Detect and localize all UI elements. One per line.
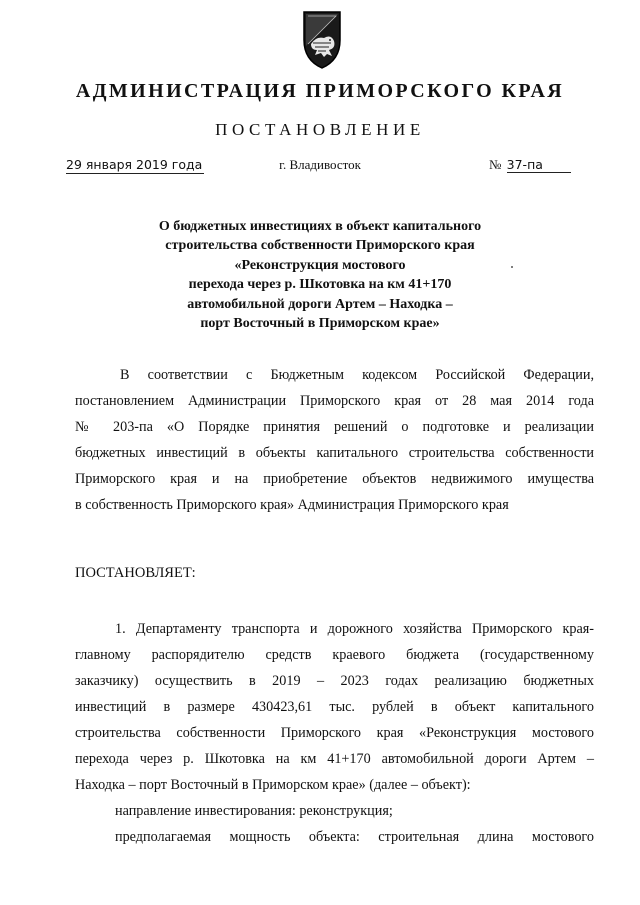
number-label: № bbox=[489, 157, 502, 172]
item-1-line: главному распорядителю средств краевого бюджета (государственному bbox=[75, 647, 594, 663]
title-line: О бюджетных инвестициях в объект капитального bbox=[158, 219, 482, 234]
item-1-line: Находка – порт Восточный в Приморском крае» (далее – объект): bbox=[75, 777, 471, 793]
document-city: г. Владивосток bbox=[279, 157, 361, 172]
document-number bbox=[489, 157, 571, 173]
preamble-line: бюджетных инвестиций в объекты капитального строительства собственности bbox=[75, 445, 594, 461]
resolves-heading: ПОСТАНОВЛЯЕТ: bbox=[75, 565, 196, 581]
investment-direction bbox=[75, 798, 594, 824]
title-line: порт Восточный в Приморском крае» bbox=[200, 316, 440, 332]
stray-mark bbox=[511, 266, 513, 268]
document-date: 29 января 2019 года bbox=[66, 157, 203, 172]
preamble-line: в собственность Приморского края» Администрация Приморского края bbox=[75, 497, 509, 513]
preamble-line: постановлением Администрации Приморского края от 28 мая 2014 года bbox=[75, 393, 594, 409]
coat-of-arms-emblem bbox=[298, 10, 346, 70]
title-line: «Реконструкция мостового bbox=[234, 257, 406, 273]
document-type: ПОСТАНОВЛЕНИЕ bbox=[215, 120, 425, 139]
item-1-line: заказчику) осуществить в 2019 – 2023 годах реализацию бюджетных bbox=[75, 673, 594, 689]
item-1-paragraph bbox=[75, 616, 594, 798]
direction-line: направление инвестирования: реконструкция; bbox=[115, 803, 393, 819]
preamble-line: Приморского края и на приобретение объектов недвижимого имущества bbox=[75, 471, 594, 487]
number-value: 37-па bbox=[507, 157, 571, 173]
item-1-line: 1. Департаменту транспорта и дорожного хозяйства Приморского края- bbox=[115, 621, 594, 637]
item-1-line: перехода через р. Шкотовка на км 41+170 автомобильной дороги Артем – bbox=[75, 751, 594, 767]
preamble-line: № 203-па «О Порядке принятия решений о подготовке и реализации bbox=[75, 419, 594, 435]
item-1-line: инвестиций в размере 430423,61 тыс. рублей в объект капитального bbox=[75, 699, 594, 715]
authority-name: АДМИНИСТРАЦИЯ ПРИМОРСКОГО КРАЯ bbox=[75, 80, 565, 102]
preamble-line: В соответствии с Бюджетным кодексом Российской Федерации, bbox=[120, 367, 594, 383]
document-title bbox=[0, 217, 640, 333]
title-line: автомобильной дороги Артем – Находка – bbox=[187, 296, 453, 312]
object-capacity bbox=[75, 824, 594, 850]
preamble-paragraph bbox=[75, 362, 594, 518]
item-1-line: строительства собственности Приморского края «Реконструкция мостового bbox=[75, 725, 594, 741]
capacity-line: предполагаемая мощность объекта: строительная длина мостового bbox=[115, 829, 594, 845]
title-line: строительства собственности Приморского края bbox=[165, 238, 475, 254]
title-line: перехода через р. Шкотовка на км 41+170 bbox=[188, 277, 452, 293]
